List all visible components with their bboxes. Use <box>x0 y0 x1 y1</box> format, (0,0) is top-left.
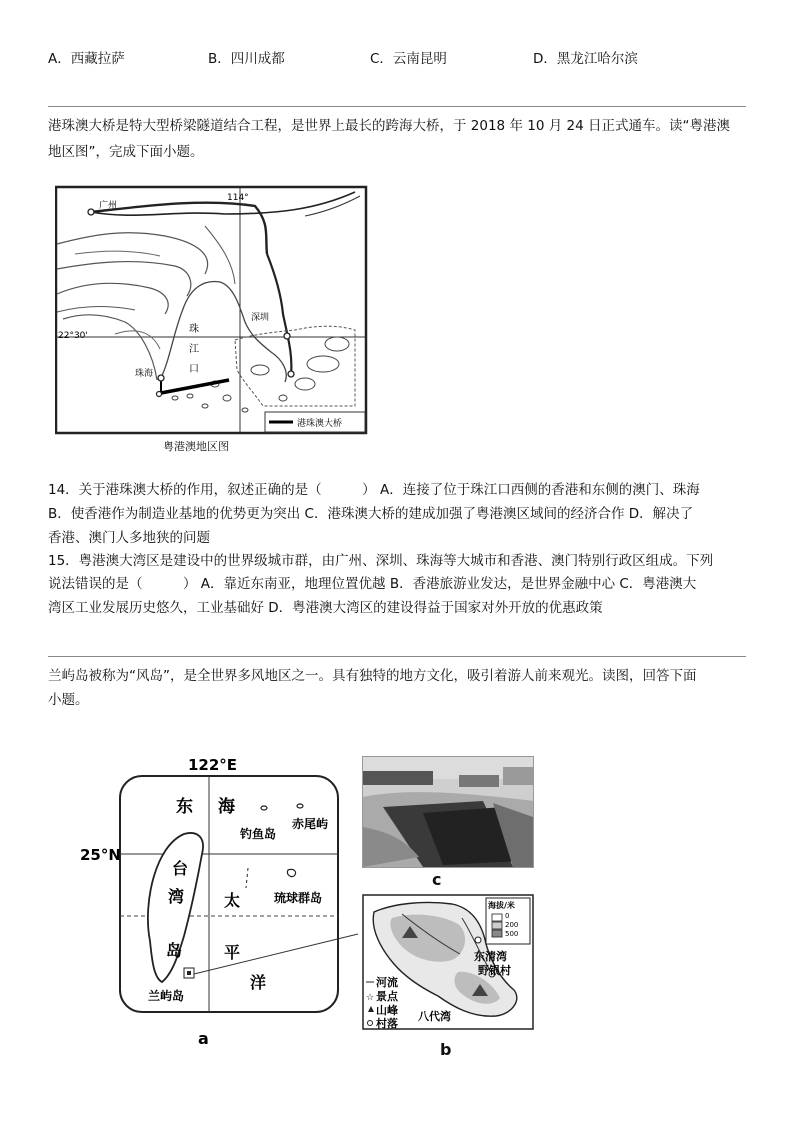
label-ryukyu: 琉球群岛 <box>274 891 323 905</box>
section1-intro-line1: 港珠澳大桥是特大型桥梁隧道结合工程，是世界上最长的跨海大桥，于 2018 年 10 月 24 日正式通车。读“粤港澳 <box>48 118 730 134</box>
hongkong-point <box>288 371 294 377</box>
label-diaoyu: 钓鱼岛 <box>240 827 277 841</box>
zhuhai-point <box>158 375 164 381</box>
label-tai: 台 <box>172 859 189 878</box>
label-lat-25: 25°N <box>80 846 121 864</box>
label-lat: 22°30' <box>58 331 88 341</box>
legend-label: 港珠澳大桥 <box>297 419 343 429</box>
divider <box>48 106 746 107</box>
q14-line2: B．使香港作为制造业基地的优势更为突出 C．港珠澳大桥的建成加强了粤港澳区域间的经济合作 D．解决了 <box>48 506 694 522</box>
q15-line3: 湾区工业发展历史悠久，工业基础好 D．粤港澳大湾区的建设得益于国家对外开放的优惠政策 <box>48 600 603 616</box>
label-taiping-tai: 太 <box>224 891 241 910</box>
section2-intro-line1: 兰屿岛被称为“风岛”，是全世界多风地区之一。具有独特的地方文化，吸引着游人前来观光。读图，回答下面 <box>48 668 697 684</box>
section2-intro-line2: 小题。 <box>48 692 89 708</box>
option-c: C．云南昆明 <box>370 51 447 67</box>
label-lon: 114° <box>227 193 249 203</box>
legend-title: 海拔/米 <box>488 901 515 910</box>
label-lon-122: 122°E <box>188 756 238 774</box>
section1-intro-line2: 地区图”，完成下面小题。 <box>48 144 204 160</box>
label-c: c <box>432 870 442 889</box>
label-scenic: 景点 <box>376 990 398 1003</box>
label-village: 村落 <box>376 1017 398 1030</box>
label-shenzhen: 深圳 <box>251 313 270 323</box>
q15-line1: 15．粤港澳大湾区是建设中的世界级城市群，由广州、深圳、珠海等大城市和香港、澳门特别行政区组成。下列 <box>48 553 714 569</box>
label-wan: 湾 <box>168 887 185 906</box>
option-d: D．黑龙江哈尔滨 <box>533 51 638 67</box>
label-river-1: 珠 <box>189 324 199 335</box>
macao-point <box>157 392 162 397</box>
shenzhen-point <box>284 333 290 339</box>
label-river-2: 江 <box>189 344 199 355</box>
label-dao: 岛 <box>166 941 183 960</box>
label-a: a <box>198 1029 209 1048</box>
gba-map <box>55 184 369 436</box>
lanyu-map-b <box>362 894 534 1030</box>
label-hai: 海 <box>218 797 235 817</box>
gba-map-caption: 粤港澳地区图 <box>163 440 229 453</box>
q14-line1: 14．关于港珠澳大桥的作用，叙述正确的是（ ） A．连接了位于珠江口西侧的香港和东侧的澳门、珠海 <box>48 482 700 498</box>
photo-c <box>362 756 534 868</box>
label-zhuhai: 珠海 <box>135 369 154 379</box>
label-yeyin: 野银村 <box>478 964 511 977</box>
option-b: B．四川成都 <box>208 51 285 67</box>
label-yang: 洋 <box>250 973 267 992</box>
legend-0: 0 <box>505 912 510 920</box>
option-a: A．西藏拉萨 <box>48 51 125 67</box>
guangzhou-point <box>88 209 94 215</box>
label-dong: 东 <box>176 797 193 817</box>
label-river: 河流 <box>376 976 398 989</box>
gba-map-frame <box>56 187 366 433</box>
label-dongqing: 东清湾 <box>474 950 507 963</box>
label-lanyu: 兰屿岛 <box>148 989 185 1003</box>
label-chiwei: 赤尾屿 <box>292 817 329 831</box>
label-b: b <box>440 1040 452 1059</box>
label-peak: 山峰 <box>376 1004 398 1017</box>
q15-line2: 说法错误的是（ ） A．靠近东南亚，地理位置优越 B．香港旅游业发达，是世界金融中心 C．粤港澳大 <box>48 576 697 592</box>
label-guangzhou: 广州 <box>99 201 118 211</box>
legend-500: 500 <box>505 930 519 938</box>
divider <box>48 656 746 657</box>
q14-line3: 香港、澳门人多地狭的问题 <box>48 530 210 546</box>
label-badai: 八代湾 <box>418 1010 451 1023</box>
label-river-3: 口 <box>189 364 199 375</box>
svg-text:☆: ☆ <box>366 993 375 1003</box>
label-ping: 平 <box>224 943 241 962</box>
legend-200: 200 <box>505 921 519 929</box>
taiwan-map-a <box>80 756 360 1056</box>
